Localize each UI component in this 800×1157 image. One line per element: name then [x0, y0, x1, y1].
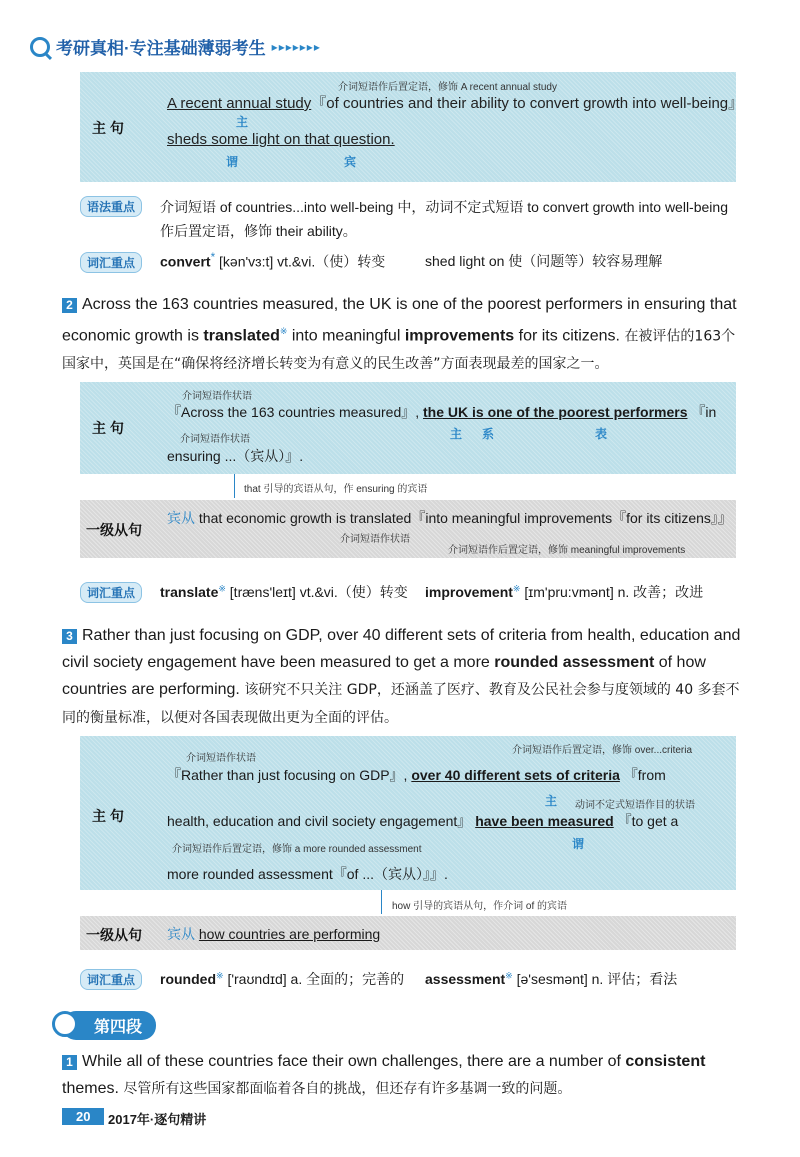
block2-sub-line [167, 508, 732, 528]
p4-text: While all of these countries face their own challenges, there are a number of [82, 1053, 626, 1070]
paragraph-3 [62, 622, 742, 732]
page-number: 20 [62, 1108, 104, 1125]
block3-line2 [167, 811, 678, 831]
vocab-def: ['raʊndɪd] a. 全面的；完善的 [227, 971, 405, 987]
p2-keyword: translated [203, 327, 280, 345]
block1-vocab2: shed light on 使（问题等）较容易理解 [425, 253, 663, 269]
p2-text: Across the 163 countries measured, the UK is one of the poorest performers in ensuring that economic growth is [62, 296, 737, 345]
vocab-word: rounded [160, 971, 216, 987]
block2-note3: 介词短语作状语 [340, 534, 410, 545]
block3-vocab2: assessment※ [ə'sesmənt] n. 评估；看法 [425, 970, 678, 987]
paragraph-number: 2 [62, 298, 77, 313]
paragraph-number: 1 [62, 1055, 77, 1070]
p4-translation: 尽管所有这些国家都面临着各自的挑战，但还存有许多基调一致的问题。 [123, 1081, 572, 1097]
block1-predicate: sheds some light on that question. [167, 131, 395, 148]
block3-label: 主 句 [92, 808, 124, 824]
sub-text: that economic growth is translated『into meaningful improvements『for its citizens』』 [198, 510, 732, 526]
paragraph-4 [62, 1048, 742, 1103]
block3-sub-line [167, 924, 380, 944]
section-4-title: 第四段 [94, 1019, 143, 1036]
vocab-def: [træns'leɪt] vt.&vi.（使）转变 [229, 584, 408, 600]
block2-sub-label: 一级从句 [86, 522, 142, 538]
block3-sub-label: 一级从句 [86, 927, 142, 943]
vocab-def: [ɪm'pru:vmənt] n. 改善；改进 [524, 584, 704, 600]
block1-note: 介词短语作后置定语，修饰 A recent annual study [338, 82, 557, 93]
p3-translation: 该研究不只关注 GDP，还涵盖了医疗、教育及公民社会参与度领域的 40 多套不同的衡量标准，以便对各国表现做出更为全面的评估。 [62, 682, 740, 726]
block1-wei: 谓 [226, 155, 239, 169]
p4-keyword: consistent [625, 1053, 706, 1070]
block3-note1: 介词短语作状语 [186, 753, 256, 764]
sub-tag: 宾从 [167, 926, 195, 942]
block3-note4: 介词短语作后置定语，修饰 a more rounded assessment [172, 844, 422, 855]
block2-zhu: 主 [450, 427, 463, 441]
block3-zhu: 主 [545, 794, 558, 808]
block1-bin: 宾 [344, 155, 357, 169]
p2-text: for its citizens. [514, 327, 625, 345]
connector-line [234, 474, 235, 498]
block2-note-mid: that 引导的宾语从句，作 ensuring 的宾语 [244, 484, 428, 495]
p4-text: themes. [62, 1080, 124, 1097]
grammar-tag: 语法重点 [80, 196, 142, 217]
footer-title: 2017年·逐句精讲 [108, 1112, 207, 1127]
p3-text: of how countries are performing. [62, 654, 706, 698]
b3-adverbial: 『Rather than just focusing on GDP』, [167, 767, 408, 783]
b3-from-text: health, education and civil society engagement』 [167, 813, 472, 829]
block1-grammar: 介词短语 of countries...into well-being 中，动词不定式短语 to convert growth into well-being 作后置定语，修饰 their ability。 [160, 199, 728, 239]
search-icon [52, 1011, 78, 1037]
sub-tag: 宾从 [167, 510, 195, 526]
block2-note4: 介词短语作后置定语，修饰 meaningful improvements [448, 545, 686, 556]
logo-icon [30, 37, 50, 57]
p2-translation: 在被评估的163个国家中，英国是在“确保将经济增长转变为有意义的民生改善”方面表现最差的国家之一。 [62, 328, 736, 373]
vocab-word: improvement [425, 584, 513, 600]
block1-line2 [167, 131, 395, 148]
p3-text: Rather than just focusing on GDP, over 40 different sets of criteria from health, education and civil society engagement have been measured to get a more [62, 627, 741, 671]
sub-text: how countries are performing [198, 926, 381, 942]
block2-vocab2: improvement※ [ɪm'pru:vmənt] n. 改善；改进 [425, 583, 704, 600]
block2-line1 [167, 402, 716, 422]
b3-from: 『from [623, 767, 666, 783]
block2-label: 主 句 [92, 420, 124, 436]
block2-line2: ensuring ...（宾从）』. [167, 448, 304, 464]
block1-subject: A recent annual study [167, 95, 312, 112]
paragraph-2: 2 Across the 163 countries measured, the UK is one of the poorest performers in ensuring that economic growth is translated※ into meaningful improvements for its citizens. 在被评估的163个国家中，英国是在“确保将经济增长转变为有意义的民生改善”方面表现最差的国家之一。 [62, 296, 737, 373]
block2-xi: 系 [482, 427, 495, 441]
b3-subject: over 40 different sets of criteria [411, 767, 620, 783]
block3-note3: 动词不定式短语作目的状语 [575, 800, 695, 811]
block3-note-mid: how 引导的宾语从句，作介词 of 的宾语 [392, 901, 568, 912]
block2-note2: 介词短语作状语 [180, 434, 250, 445]
vocab-word: assessment [425, 971, 506, 987]
header-title: 考研真相·专注基础薄弱考生 [56, 39, 266, 58]
vocab-word: translate [160, 584, 219, 600]
b2-in: 『in [691, 404, 717, 420]
block1-line1 [167, 92, 743, 113]
p3-keyword: rounded assessment [494, 654, 655, 671]
block2-vocab1: translate※ [træns'leɪt] vt.&vi.（使）转变 [160, 583, 408, 600]
vocab-def: [ə'sesmənt] n. 评估；看法 [516, 971, 678, 987]
block3-line1 [167, 765, 666, 785]
vocab-tag-1: 词汇重点 [80, 252, 142, 273]
block2-note1: 介词短语作状语 [182, 391, 252, 402]
block1-zhu: 主 [236, 115, 249, 129]
p2-text: into meaningful [287, 327, 405, 345]
vocab-tag-3: 词汇重点 [80, 969, 142, 990]
block1-modifier: 『of countries and their ability to convert growth into well-being』 [311, 95, 744, 112]
block3-note2: 介词短语作后置定语，修饰 over...criteria [512, 745, 693, 756]
b2-main: the UK is one of the poorest performers [423, 404, 688, 420]
header-arrows: ▸▸▸▸▸▸▸ [271, 39, 321, 54]
connector-line [381, 890, 382, 914]
vocab-def: [kən'vɜ:t] vt.&vi.（使）转变 [219, 253, 386, 270]
block3-vocab1: rounded※ ['raʊndɪd] a. 全面的；完善的 [160, 970, 405, 987]
block3-line3: more rounded assessment『of ...（宾从）』』. [167, 866, 448, 882]
vocab-tag-2: 词汇重点 [80, 582, 142, 603]
b3-predicate: have been measured [475, 813, 614, 829]
block1-vocab1: convert* [kən'vɜ:t] vt.&vi.（使）转变 [160, 251, 386, 270]
page-header [30, 34, 321, 59]
vocab-word: convert [160, 253, 211, 270]
paragraph-number: 3 [62, 629, 77, 644]
block2-biao: 表 [595, 427, 608, 441]
b2-adverbial: 『Across the 163 countries measured』, [167, 404, 420, 420]
block3-wei: 谓 [572, 837, 585, 851]
b3-to-get: 『to get a [617, 813, 679, 829]
p2-keyword: improvements [404, 327, 515, 345]
block1-label: 主 句 [92, 120, 124, 136]
